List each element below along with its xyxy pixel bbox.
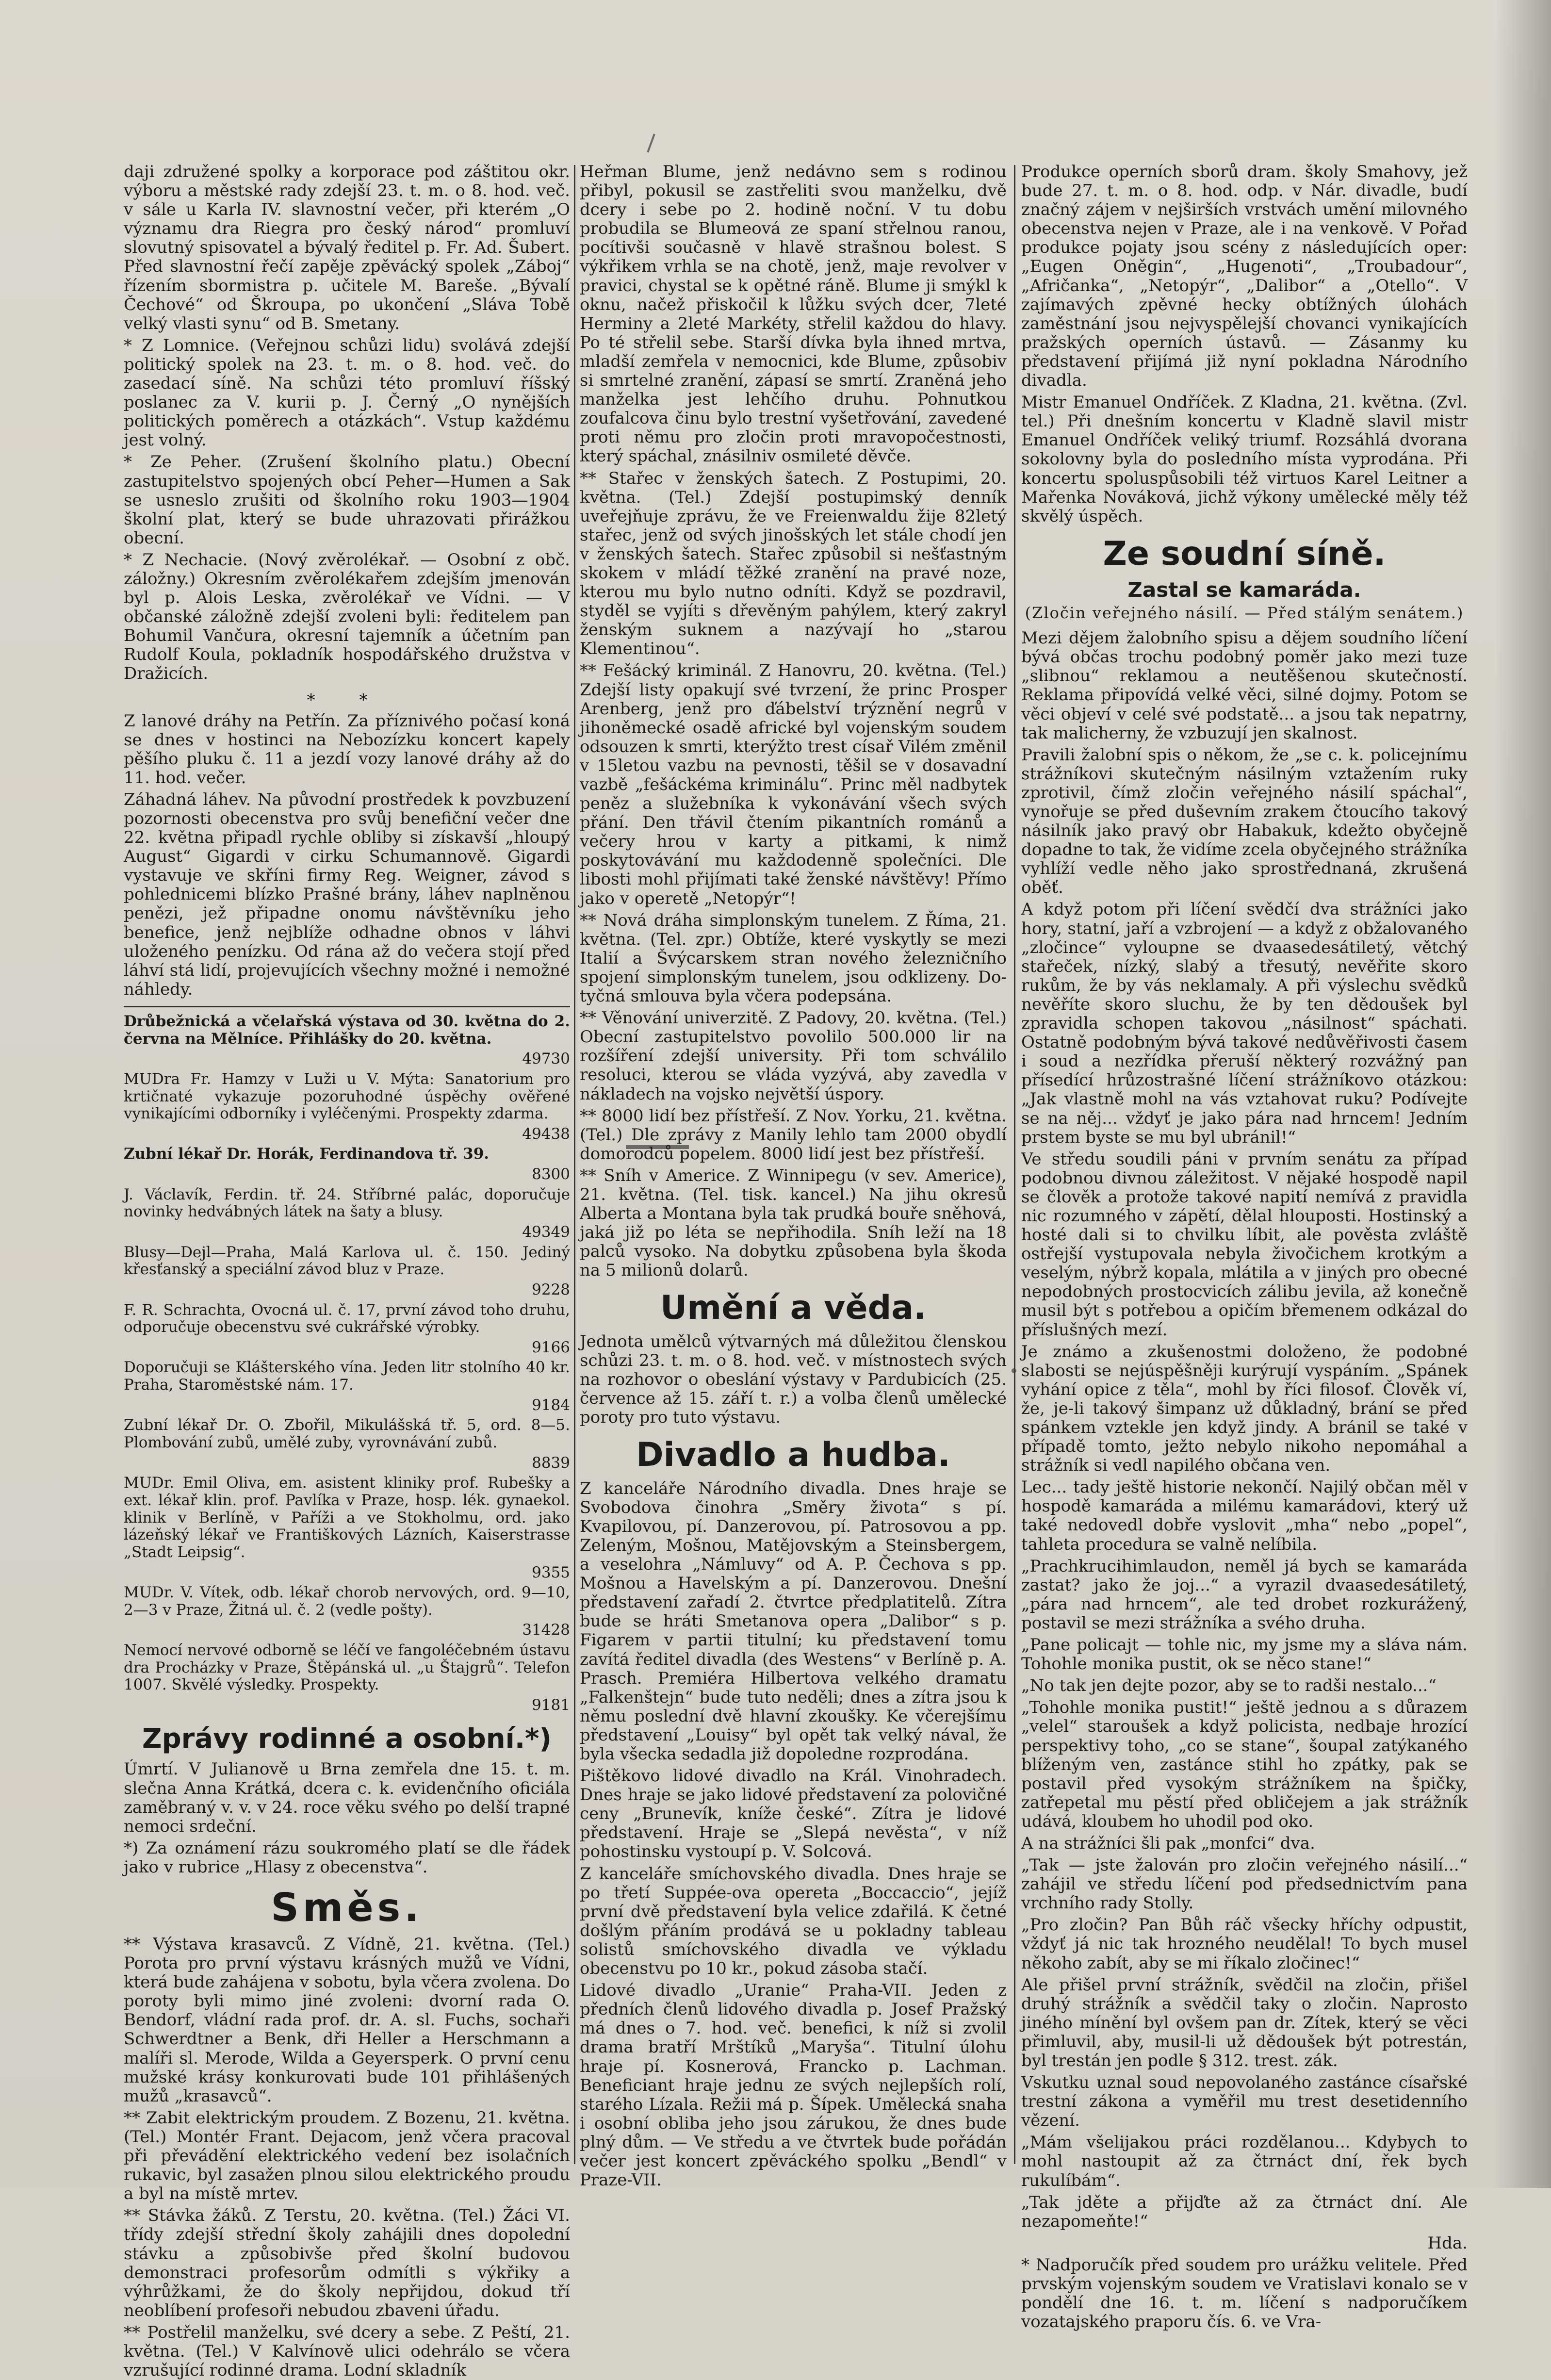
section-heading-miscellany: Směs. [271, 1885, 423, 1930]
article-text: ** Postřelil manželku, své dcery a sebe. Z Peští, 21. května. (Tel.) V Kalvínově ulici odehrálo se včera vzrušující rodinné drama. Lodní skladník [124, 2322, 570, 2380]
article-text: ** Věnování univerzitě. Z Padovy, 20. května. (Tel.) Obecní zastupitelstvo povolilo 500.000 lir na rozšíření zdejší university. Při tom schválilo resoluci, kterou se vláda vyzývá, aby zavedla v nákladech na vojsko největší úspory. [580, 1008, 1007, 1104]
column-3 [1021, 162, 1468, 2332]
ad-number: 8839 [532, 1454, 570, 1472]
article-text: „Pane policajt — tohle nic, my jsme my a sláva nám. Tohohle monika pustit, ok se něco stane!“ [1021, 1635, 1468, 1674]
ad-number: 9228 [532, 1280, 570, 1298]
ads-block [124, 1013, 570, 1714]
article-text: ** Fešácký kriminál. Z Hanovru, 20. května. (Tel.) Zdejší listy opakují své tvrzení, že princ Prosper Arenberg, jenž pro ďábelství trýznění negrů v jihoněmecké osadě africké byl vojenským soudem odsouzen k smrti, kterýžto trest císař Vilém změnil v 15letou vazbu na pevnosti, těšil se v dosavadní vazbě „fešáckéma kriminálu“. Princ měl nadbytek peněz a služebníka k vykonávání všech svých přání. Den třávil čtením pikantních románů a večery hrou v karty a pitkami, k nimž poskytovávání mu každodenně společníci. Dle libosti mohl přijímati také ženské návštěvy! Přímo jako v operetě „Netopýr“! [580, 661, 1007, 908]
article-text: Z kanceláře smíchovského divadla. Dnes hraje se po třetí Suppée-ova opereta „Boccaccio“, jejíž první dvě představení byla velice zdařilá. K četné došlým přáním prodává se u pokladny tableau solistů smíchovského divadla ve výkladu obecenstvu po 10 kr., pokud zásoba stačí. [580, 1864, 1007, 1979]
article-text: Z kanceláře Národního divadla. Dnes hraje se Svobodova činohra „Směry života“ s pí. Kvapilovou, pí. Danzerovou, pí. Patrosovou a pp. Zeleným, Mošnou, Matějovským a Steinsbergem, a veselohra „Námluvy“ od A. P. Čechova s pp. Mošnou a Havelským a pí. Danzerovou. Dnešní představení zařadí 2. čtvrtce předplatitelů. Zítra bude se hráti Smetanova opera „Dalibor“ s p. Figarem v partii titulní; ku představení tomu zavítá ředitel divadla (des Westens“ v Berlíně p. A. Prasch. Premiéra Hilbertova velkého dramatu „Falkenštejn“ bude tuto neděli; dnes a zítra jsou k němu poslední dvě hlavní zkoušky. Ke včerejšímu představení „Louisy“ byl opět tak velký nával, že byla všecka sedadla již dopoledne rozprodána. [580, 1478, 1007, 1764]
article-text: ** Sníh v Americe. Z Winnipegu (v sev. Americe), 21. května. (Tel. tisk. kancel.) Na jihu okresů Alberta a Montana byla tak prudká bouře sněhová, jaká již po léta se nepřihodila. Sníh leží na 18 palců vysoko. Na dobytku způsobena byla škoda na 5 milionů dolarů. [580, 1165, 1007, 1280]
article-text: * Z Nechacie. (Nový zvěrolékař. — Osobní z obč. záložny.) Okresním zvěrolékařem zdejším jmenován byl p. Alois Leska, zvěrolékař ve Vídni. — V občanské záložně zdejší zvoleni byli: ředitelem pan Bohumil Vančura, okresní tajemník a účetním pan Rudolf Koula, pokladník hospodářského družstva v Dražicích. [124, 550, 570, 684]
ad-number: 8300 [532, 1165, 570, 1183]
ad-text: Blusy—Dejl—Praha, Malá Karlova ul. č. 150. Jediný křesťanský a speciální závod bluz v Praze. [124, 1243, 570, 1279]
column-rule [1014, 165, 1015, 2164]
article-text: „Tohohle monika pustit!“ ještě jednou a s důrazem „velel“ staroušek a když policista, nedbaje hrozící perspektivy toho, „co se stane“, šoupal zatýkaného blíženým ven, zastánce stihl ho zpátky, pak se postavil před vysokým strážníkem na špičky, zatřepetal mu pěstí před obličejem a jak strážník udává, kloubem ho uhodil pod oko. [1021, 1698, 1468, 1831]
article-title: Zastal se kamaráda. [1127, 578, 1361, 602]
article-text: „Tak jděte a přijďte až za čtrnáct dní. Ale nezapomeňte!“ [1021, 2192, 1468, 2231]
article-text: ** Stařec v ženských šatech. Z Postupimi, 20. května. (Tel.) Zdejší postupimský denník uveřejňuje zprávu, že ve Freienwaldu žije 82letý stařec, jenž od svých jinošských let stále chodí jen v ženských šatech. Stařec způsobil si nešťastným skokem v mládí těžké zranění na pravé noze, kterou mu bylo nutno odníti. Když se pozdravil, styděl se vyjíti s dřevěným pahýlem, který zakryl ženským suknem a nazývají ho „starou Klementinou“. [580, 468, 1007, 659]
article-text: „Tak — jste žalován pro zločin veřejného násilí...“ zahájil ve středu líčení pod předsednictvím pana vrchního rady Stolly. [1021, 1855, 1468, 1913]
article-text: Vskutku uznal soud nepovolaného zastánce císařské trestní zákona a vyměřil mu trest desetidenního vězení. [1021, 2073, 1468, 2131]
article-text: Úmrtí. V Julianově u Brna zemřela dne 15. t. m. slečna Anna Krátká, dcera c. k. evidenčního oficiála zaměbraný v. v. v 24. roce věku svého po delší trapné nemoci srdeční. [124, 1759, 570, 1836]
article-text: Záhadná láhev. Na původní prostředek k povzbuzení pozornosti obecenstva pro svůj benefiční večer dne 22. května připadl rychle obliby si získavší „hloupý August“ Gigardi v cirku Schumannově. Gigardi vystavuje ve skříni firmy Reg. Weigner, závod s pohlednicemi blízko Prašné brány, láhev naplněnou penězi, jež připadne onomu návštěvníku jeho benefice, jenž nejblíže odhadne obnos v láhvi uloženého penízku. Od rána až do večera stojí před láhví stá lidí, projevujících všechny možné i nemožné náhledy. [124, 789, 570, 999]
article-text: „Pro zločin? Pan Bůh ráč všecky hříchy odpustit, vždyť já nic tak hrozného neudělal! To bych musel někoho zabít, aby se mi říkalo zločinec!“ [1021, 1915, 1468, 1973]
column-2 [580, 162, 1007, 2190]
article-text: „No tak jen dejte pozor, aby se to radši nestalo...“ [1021, 1676, 1437, 1696]
article-text: Je známo a zkušenostmi doloženo, že podobné slabosti se nejúspěšněji kurýrují vyspáním. „Spánek vyhání opice z těla“, mohl by říci filosof. Člověk ví, že, je-li takový šimpanz už důkladný, brání se před spánkem vztekle jen když jindy. A bránil se také v případě tomto, ježto nebylo nikoho nepomáhal a strážník si vedl napilého občana ven. [1021, 1342, 1468, 1476]
article-text: Z lanové dráhy na Petřín. Za příznivého počasí koná se dnes v hostinci na Nebozízku koncert kapely pěšího pluku č. 11 a jezdí vozy lanové dráhy až do 11. hod. večer. [124, 711, 570, 788]
ad-text: F. R. Schrachta, Ovocná ul. č. 17, první závod toho druhu, odporučuje obecenstvu své cukrářské výrobky. [124, 1301, 570, 1336]
article-text: ** Výstava krasavců. Z Vídně, 21. května. (Tel.) Porota pro první výstavu krásných mužů ve Vídni, která bude zahájena v sobotu, byla včera zvolena. Do poroty byli mimo jiné zvoleni: dvorní rada O. Bendorf, vládní rada prof. dr. A. sl. Fuchs, sochaři Schwerdtner a Benk, dři Heller a Herschmann a malíři sl. Merode, Wilda a Geyersperk. O první cenu mužské krásy konkurovati bude 101 přihlášených mužů „krasavců“. [124, 1935, 570, 2106]
article-text: Lec... tady ještě historie nekončí. Najilý občan měl v hospodě kamaráda a milému kamarádovi, který už také nedovedl dobře vyslovit „mha“ nebo „popel“, tahleta procedura se valně nelíbila. [1021, 1477, 1468, 1554]
article-text: Mezi dějem žalobního spisu a dějem soudního líčení bývá občas trochu podobný poměr jako mezi tuze „slibnou“ reklamou a neutěšenou skutečností. Reklama připovídá velké věci, silné dojmy. Potom se věci objeví v celé své podstatě... a jsou tak nepatrny, tak malicherny, že vzbuzují jen skalnost. [1021, 628, 1468, 743]
article-text: Ale přišel první strážník, svědčil na zločin, přišel druhý strážník a svědčil taky o zločin. Naprosto jiného mínění byl ovšem pan dr. Zítek, který se věci přimluvil, aby, musil-li už dědoušek být potrestán, byl trestán jen podle § 312. trest. zák. [1021, 1975, 1468, 2071]
ad-number: 9184 [532, 1396, 570, 1414]
ad-text: MUDra Fr. Hamzy v Luži u V. Mýta: Sanatorium pro krtičnaté vykazuje pozoruhodné úspěchy ověřené vynikajícími odborníky i vyléčenými. Prospekty zdarma. [124, 1070, 570, 1123]
article-text: ** Nová dráha simplonským tunelem. Z Říma, 21. května. (Tel. zpr.) Obtíže, které vyskytly se mezi Italií a Švýcarskem stran nového železničního spojení simplonským tunelem, jsou odklizeny. Do-tyčná smlouva byla včera podepsána. [580, 910, 1007, 1006]
article-text: „Prachkrucihimlaudon, neměl já bych se kamaráda zastat? jako že joj...“ a vyrazil dvaasedesátiletý, „pára nad hrncem“, ale ted drobet rozkurážený, postavil se mezi strážníka a svého druha. [1021, 1556, 1468, 1633]
article-text: * Ze Peher. (Zrušení školního platu.) Obecní zastupitelstvo spojených obcí Peher—Humen a Sak se usneslo zrušiti od školního roku 1903—1904 školní plat, který se bude uhrazovati přirážkou obecní. [124, 452, 570, 548]
ad-number: 49730 [522, 1050, 570, 1068]
section-dots: * * [307, 690, 387, 710]
ad-text: MUDr. V. Vítek, odb. lékař chorob nervových, ord. 9—10, 2—3 v Praze, Žitná ul. č. 2 (vedle pošty). [124, 1584, 570, 1619]
article-text: Pravili žalobní spis o někom, že „se c. k. policejnímu strážníkovi skutečným násilným vztažením ruky zprotivil, čímž zločin veřejného násilí spáchal“, vynořuje se před duševním zrakem čtoucího takový násilník jako pravý obr Habakuk, kdežto obyčejně dopadne to tak, že vidíme zcela obyčejného strážníka vyhlíží vedle něho jako sprostřednaná, zkrušená oběť. [1021, 745, 1468, 898]
ad-text: J. Václavík, Ferdin. tř. 24. Stříbrné palác, doporučuje novinky hedvábných látek na šaty a blusy. [124, 1185, 570, 1221]
article-text: Lidové divadlo „Uranie“ Praha-VII. Jeden z předních členů lidového divadla p. Josef Pražský má dnes o 7. hod. več. benefici, k níž si zvolil drama bratří Mrštíků „Maryša“. Titulní úlohu hraje pí. Kosnerová, Francko p. Lachman. Beneficiant hraje jednu ze svých nejlepších rolí, starého Lízala. Režii má p. Šípek. Umělecká snaha i osobní obliba jeho jsou zárukou, že dnes bude plný dům. — Ve středu a ve čtvrtek bude pořádán večer jest koncert zpěváckého spolku „Bendl“ v Praze-VII. [580, 1981, 1007, 2190]
article-text: ** Stávka žáků. Z Terstu, 20. května. (Tel.) Žáci VI. třídy zdejší střední školy zahájili dnes dopolední stávku a způsobivše před školní budovou demonstraci profesorům odmítli s výkřiky a výhrůžkami, že do školy nepřijdou, dokud tří neoblíbení profesoři nebudou zbaveni úřadu. [124, 2206, 570, 2320]
ad-text: Drůbežnická a včelařská výstava od 30. května do 2. června na Mělníce. Přihlášky do 20. května. [124, 1012, 570, 1048]
article-text: ** Zabit elektrickým proudem. Z Bozenu, 21. května. (Tel.) Montér Frant. Dejacom, jenž včera pracoval při převádění elektrického vedení bez isolačních rukavic, byl zasažen plnou silou elektrického proudu a byl na místě mrtev. [124, 2108, 570, 2204]
divider [124, 1006, 570, 1007]
ad-text: Nemocí nervové odborně se léčí ve fangoléčebném ústavu dra Procházky v Praze, Štěpánská ul. „u Štajgrů“. Telefon 1007. Skvělé výsledky. Prospekty. [124, 1641, 570, 1694]
ad-number: 9355 [532, 1563, 570, 1581]
ad-number: 31428 [522, 1621, 570, 1639]
article-text: Produkce operních sborů dram. školy Smahovy, jež bude 27. t. m. o 8. hod. odp. v Nár. divadle, budí značný zájem v nejširších vrstvách umění milovného obecenstva nejen v Praze, ale i na venkově. V Pořad produkce pojaty jsou scény z následujících oper: „Eugen Oněgin“, „Hugenoti“, „Troubadour“, „Afričanka“, „Netopýr“, „Dalibor“ a „Otello“. V zajímavých zpěvné hecky obtížných úlohách zaměstnání jsou nejvyspělejší chovanci vynikajících pražských operních ústavů. — Zásanmy ku představení přijímá již nyní pokladna Národního divadla. [1021, 162, 1468, 391]
ad-text: Doporučuji se Klášterského vína. Jeden litr stolního 40 kr. Praha, Staroměstské nám. 17. [124, 1359, 570, 1394]
ad-number: 49349 [522, 1223, 570, 1241]
article-text: „Mám všelijakou práci rozdělanou... Kdybych to mohl nastoupit až za čtrnáct dní, řek bych rukulíbám“. [1021, 2133, 1468, 2190]
column-rule [574, 165, 575, 2164]
ad-text: Zubní lékař Dr. Horák, Ferdinandova tř. 39. [124, 1145, 490, 1163]
section-heading-court: Ze soudní síně. [1103, 534, 1386, 573]
article-text: *) Za oznámení rázu soukromého platí se dle řádek jako v rubrice „Hlasy z obecenstva“. [124, 1838, 570, 1877]
scan-speck [647, 134, 655, 153]
article-text: ** 8000 lidí bez přístřeší. Z Nov. Yorku, 21. května. (Tel.) Dle zprávy z Manily lehlo tam 2000 obydlí domorodců popelem. 8000 lidí jest bez přístřeší. [580, 1106, 1007, 1164]
ad-number: 9181 [532, 1696, 570, 1714]
article-text: * Nadporučík před soudem pro urážku velitele. Před prvským vojenským soudem ve Vratislavi konalo se v pondělí dne 16. t. m. líčení s nadporučíkem vozatajského praporu čís. 6. ve Vra- [1021, 2255, 1468, 2332]
article-text: Jednota umělců výtvarných má důležitou členskou schůzi 23. t. m. o 8. hod. več. v místnostech svých na rozhovor o obeslání výstavy v Pardubicích (25. července až 15. září t. r.) a volba členů umělecké poroty pro tuto výstavu. [580, 1331, 1007, 1428]
article-text: Heřman Blume, jenž nedávno sem s rodinou přibyl, pokusil se zastřeliti svou manželku, dvě dcery i sebe po 2. hodině noční. V tu dobu probudila se Blumeová ze spaní střelnou ranou, pocítivši současně v hlavě strašnou bolest. S výkřikem vrhla se na chotě, jenž, maje revolver v pravici, chystal se k opětné ráně. Blume ji smýkl k oknu, načež přiskočil k lůžku svých dcer, 7leté Herminy a 2leté Markéty, střelil každou do hlavy. Po té střelil sebe. Starší dívka byla ihned mrtva, mladší zemřela v nemocnici, kde Blume, způsobiv si smrtelné zranění, zápasí se smrtí. Zraněná jeho manželka jest lehčího druhu. Pohnutkou zoufalcova činu bylo trestní vyšetřování, zavedené proti němu pro zločin proti mravopočestnosti, který spáchal, znásilniv osmileté děvče. [580, 162, 1007, 466]
column-1 [124, 162, 570, 2380]
ad-number: 49438 [522, 1125, 570, 1143]
article-text: Mistr Emanuel Ondříček. Z Kladna, 21. května. (Zvl. tel.) Při dnešním koncertu v Kladně slavil mistr Emanuel Ondříček veliký triumf. Rozsáhlá dvorana sokolovny byla do posledního místa vyprodána. Při koncertu spoluspůsobili též virtuos Karel Leitner a Mařenka Nováková, jichž výkony umělecké měly též skvělý úspěch. [1021, 393, 1468, 526]
article-text: * Z Lomnice. (Veřejnou schůzi lidu) svolává zdejší politický spolek na 23. t. m. o 8. hod. več. do zasedací síně. Na schůzi této promluví říšský poslanec za V. kurii p. J. Černý „O nynějších politických poměrech a otázkách“. Vstup každému jest volný. [124, 335, 570, 450]
ad-text: Zubní lékař Dr. O. Zbořil, Mikulášská tř. 5, ord. 8—5. Plombování zubů, umělé zuby, vyrovnávání zubů. [124, 1416, 570, 1452]
article-text: A když potom při líčení svědčí dva strážníci jako hory, statní, jaří a vzbrojení — a když z obžalovaného „zločince“ vyloupne se dvaasedesátiletý, větchý stařeček, nízký, slabý a třesutý, nevěřite skoro rukům, že by vás neklamaly. A při výslechu svědků nevěříte skoro sluchu, že by ten dědoušek byl zpravidla schopen takovou „násilnost“ spáchati. Ostatně podobným bývá takové nedůvěřivosti časem i soud a nezřídka přeruší některý rozvážný pan přísedící hrůzostrašné líčení strážníkovo otázkou: „Jak vlastně mohl na vás vztahovat ruku? Podívejte se na něj... vždyť je jako pára nad hrncem! Jedním prstem byste se mu byl ubránil!“ [1021, 900, 1468, 1147]
section-heading-family-news: Zprávy rodinné a osobní.*) [142, 1723, 552, 1755]
section-heading-theatre-music: Divadlo a hudba. [636, 1436, 950, 1475]
article-text: Pištěkovo lidové divadlo na Král. Vinohradech. Dnes hraje se jako lidové představení za polovičné ceny „Brunevík, kníže české“. Zítra je lidové představení. Hraje se „Slepá nevěsta“, v níž pohostinsku vystoupí p. V. Solcová. [580, 1766, 1007, 1862]
article-text: daji združené spolky a korporace pod záštitou okr. výboru a městské rady zdejší 23. t. m. o 8. hod. več. v sále u Karla IV. slavnostní večer, při kterém „O významu dra Riegra pro český národ“ promluví slovutný spisovatel a bývalý ředitel p. Fr. Ad. Šubert. Před slavnostní řečí zapěje zpěvácký spolek „Záboj“ řízením sbormistra p. učitele M. Bareše. „Bývalí Čechové“ od Škroupa, po ukončení „Sláva Tobě velký vlasti synu“ od B. Smetany. [124, 162, 570, 333]
article-text: A na strážníci šli pak „monfci“ dva. [1021, 1833, 1315, 1853]
article-text: Ve středu soudili páni v prvním senátu za případ podobnou divnou záležitost. V nějaké hospodě napil se člověk a protože takové napití nemívá z pravidla nic rozumného v zápětí, dělal hlouposti. Hostinský a hosté dali si to chvilku líbit, ale pověsta zvláště ostřejší vystupovala nebyla živočichem krotkým a veselým, nýbrž kopala, mlátila a v jiných pro obecné nepodobných prostocvicích zálibu jevila, až konečně musil být s potřebou a opičím břemenem odkázal do příslušných mezí. [1021, 1149, 1468, 1340]
ad-text: MUDr. Emil Oliva, em. asistent kliniky prof. Rubešky a ext. lékař klin. prof. Pavlíka v Praze, hosp. lék. gynaekol. klinik v Berlíně, v Paříži a ve Stokholmu, ord. jako lázeňský lékař ve Františkových Lázních, Kaiserstrasse „Stadt Leipsig“. [124, 1474, 570, 1561]
ad-number: 9166 [532, 1338, 570, 1356]
section-heading-art-science: Umění a věda. [660, 1289, 926, 1328]
article-signature: Hda. [1427, 2233, 1468, 2253]
article-subtitle: (Zločin veřejného násilí. — Před stálým senátem.) [1025, 604, 1464, 623]
